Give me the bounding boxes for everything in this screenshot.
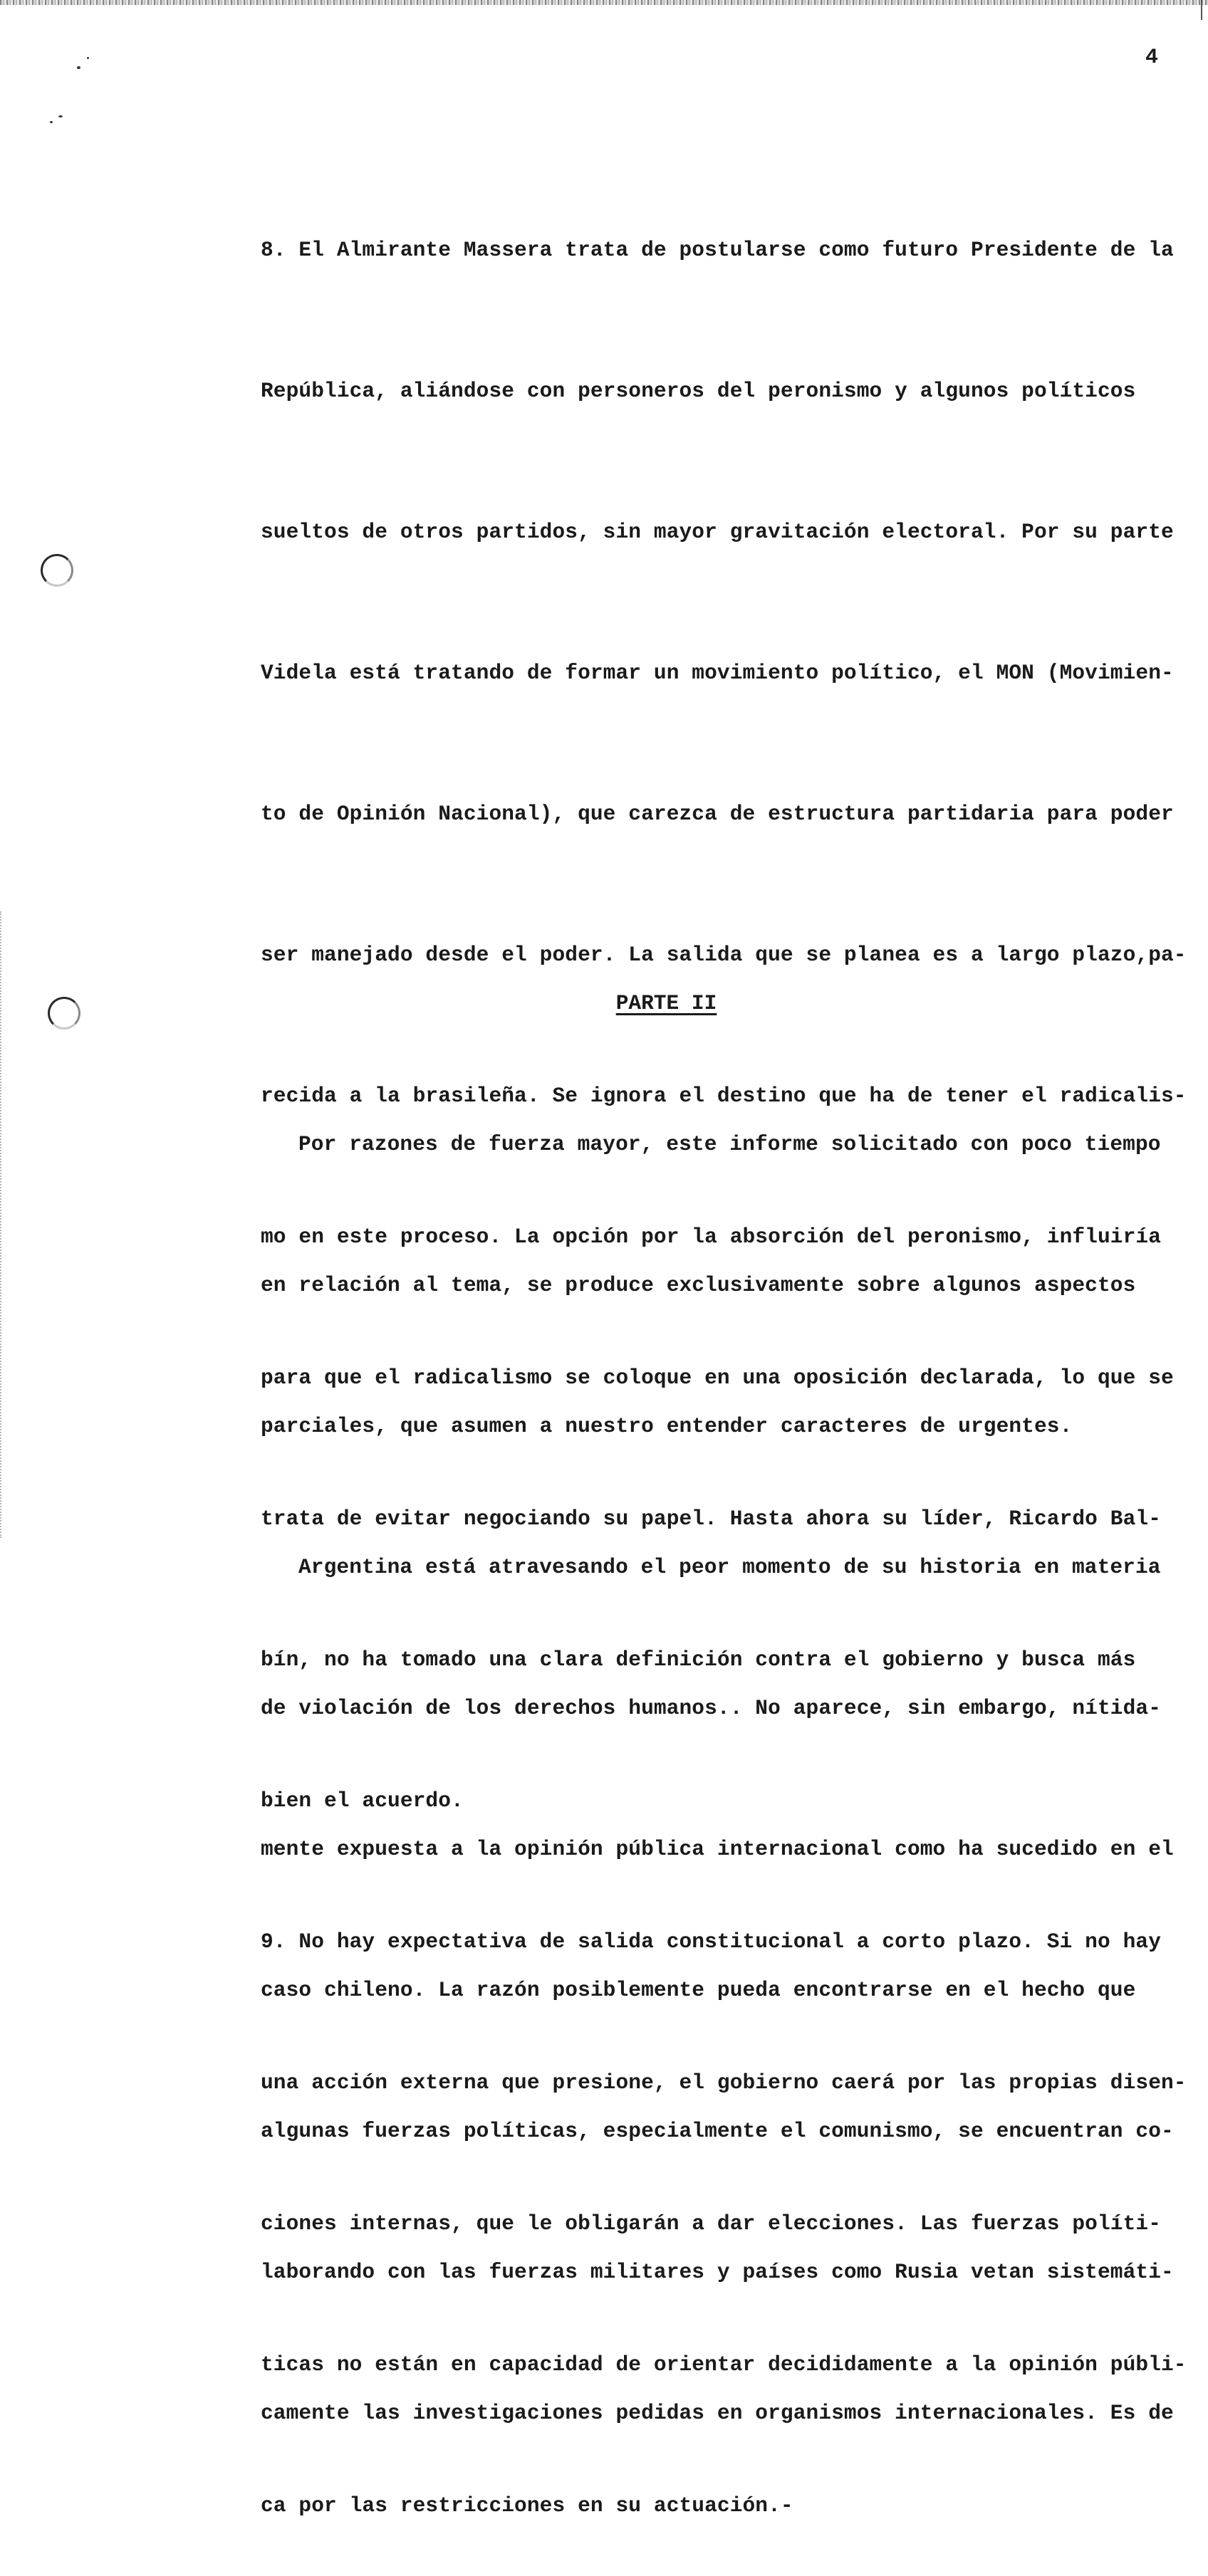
text-line: algunas fuerzas políticas, especialmente el comunismo, se encuentran co- [261, 2119, 1174, 2143]
text-line: una acción externa que presione, el gobierno caerá por las propias disen- [261, 2070, 1187, 2095]
text-line: de violación de los derechos humanos.. No aparece, sin embargo, nítida- [261, 1696, 1162, 1720]
text-line: laborando con las fuerzas militares y países como Rusia vetan sistemáti- [261, 2260, 1174, 2284]
section-heading-text: PARTE II [615, 991, 717, 1015]
scan-speck [50, 121, 53, 123]
text-line: para que el radicalismo se coloque en una oposición declarada, lo que se [261, 1366, 1174, 1390]
text-line: camente las investigaciones pedidas en organismos internacionales. Es de [261, 2401, 1174, 2425]
text-line: 9. No hay expectativa de salida constitucional a corto plazo. Si no hay [261, 1930, 1162, 1954]
text-line: bien el acuerdo. [261, 1789, 464, 1813]
text-line: Videla está tratando de formar un movimiento político, el MON (Movimien- [261, 661, 1174, 685]
text-line: mente expuesta a la opinión pública internacional como ha sucedido en el [261, 1837, 1174, 1861]
text-line: República, aliándose con personeros del peronismo y algunos políticos [261, 379, 1136, 403]
text-line: parciales, que asumen a nuestro entender caracteres de urgentes. [261, 1414, 1073, 1438]
text-line: en relación al tema, se produce exclusivamente sobre algunos aspectos [261, 1273, 1136, 1297]
text-line: sueltos de otros partidos, sin mayor gravitación electoral. Por su parte [261, 520, 1174, 544]
scan-speck [87, 57, 89, 59]
text-line: mo en este proceso. La opción por la absorción del peronismo, influiría [261, 1225, 1162, 1249]
text-line: Argentina está atravesando el peor momento de su historia en materia [298, 1555, 1161, 1579]
text-line: 8. El Almirante Massera trata de postularse como futuro Presidente de la [261, 238, 1174, 262]
text-line: bín, no ha tomado una clara definición contra el gobierno y busca más [261, 1648, 1136, 1672]
text-line: ser manejado desde el poder. La salida que se planea es a largo plazo,pa- [261, 943, 1187, 967]
text-line: ca por las restricciones en su actuación.- [261, 2493, 793, 2518]
punch-hole-upper [41, 554, 73, 587]
text-line: recida a la brasileña. Se ignora el destino que ha de tener el radicalis- [261, 1084, 1187, 1108]
scan-edge-mark [1201, 0, 1202, 20]
page-number: 4 [1145, 46, 1159, 70]
section-heading [0, 991, 1208, 1015]
scan-speck [58, 115, 63, 117]
scan-top-edge [0, 0, 1208, 5]
text-line: ciones internas, que le obligarán a dar elecciones. Las fuerzas políti- [261, 2211, 1162, 2236]
text-line: caso chileno. La razón posiblemente pueda encontrarse en el hecho que [261, 1978, 1136, 2002]
text-line: Por razones de fuerza mayor, este informe solicitado con poco tiempo [298, 1132, 1161, 1156]
scan-speck [77, 66, 80, 69]
text-line: trata de evitar negociando su papel. Hasta ahora su líder, Ricardo Bal- [261, 1507, 1162, 1531]
part-two-text [261, 1027, 1187, 2483]
text-line: ticas no están en capacidad de orientar decididamente a la opinión públi- [261, 2352, 1187, 2377]
text-line: to de Opinión Nacional), que carezca de estructura partidaria para poder [261, 802, 1174, 826]
